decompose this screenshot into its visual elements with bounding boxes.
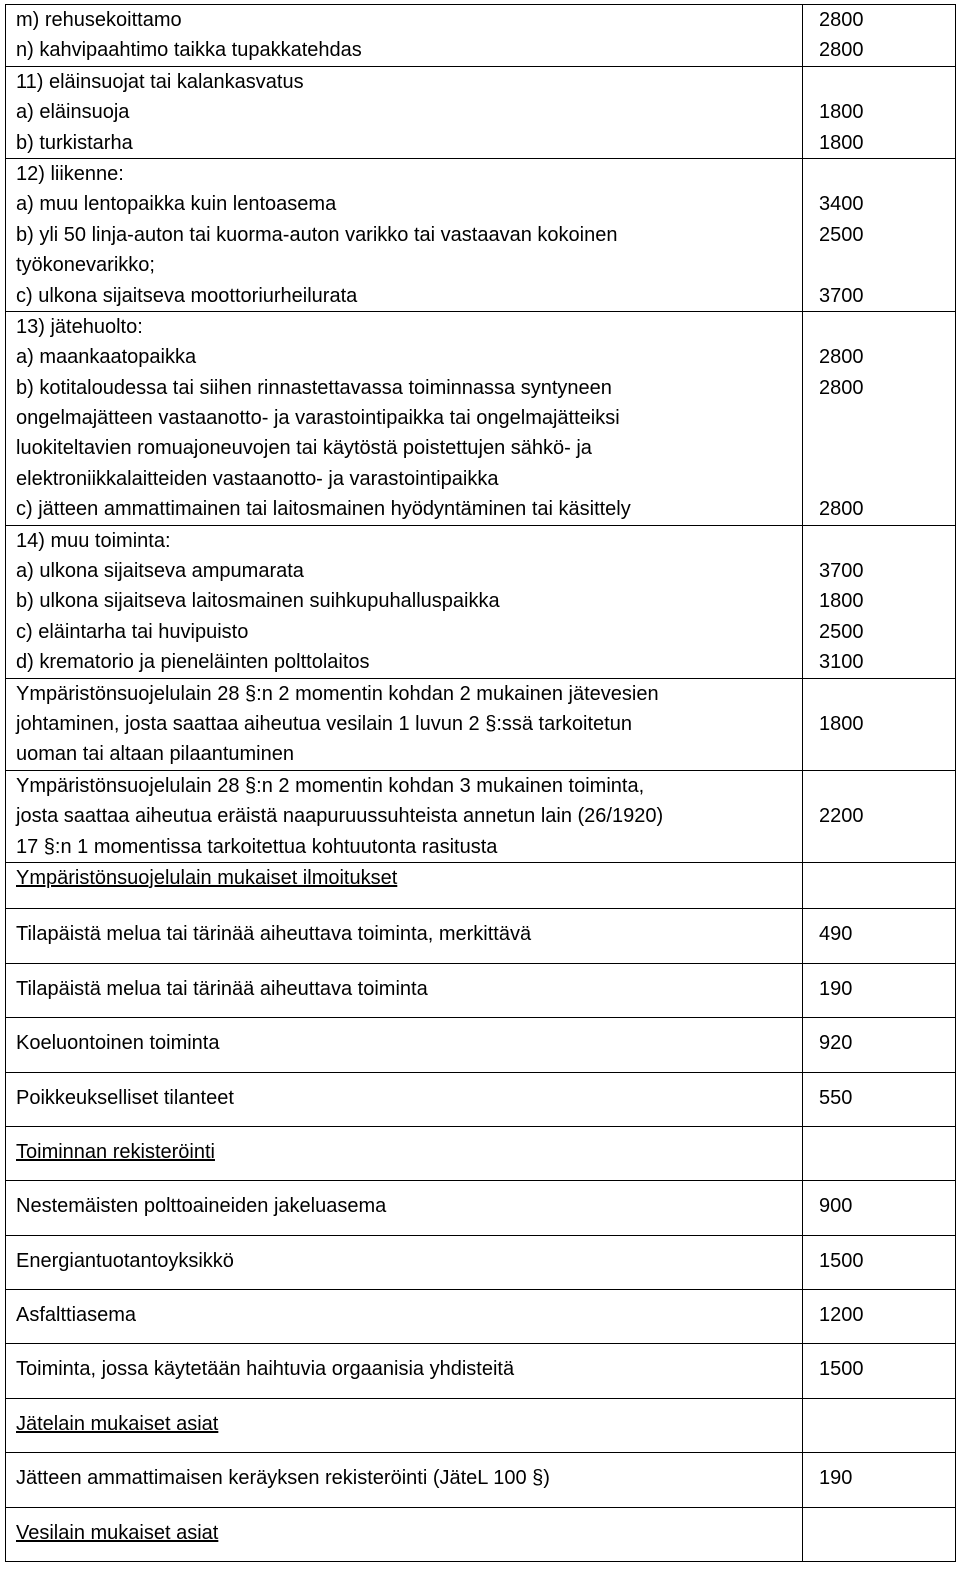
fee-value: 2500 [819, 620, 864, 643]
description-line: ongelmajätteen vastaanotto- ja varastointipaikka tai ongelmajätteiksi [16, 407, 620, 430]
section-header-row [6, 862, 956, 908]
description-line: 11) eläinsuojat tai kalankasvatus [16, 70, 304, 93]
fee-cell [803, 862, 956, 908]
section-heading: Toiminnan rekisteröinti [16, 1140, 215, 1163]
description-line: Ympäristönsuojelulain 28 §:n 2 momentin kohdan 3 mukainen toiminta, [16, 774, 645, 797]
fee-cell [803, 1290, 956, 1344]
item-label: Tilapäistä melua tai tärinää aiheuttava toiminta, merkittävä [16, 923, 532, 946]
description-cell [6, 1290, 803, 1344]
fee-value: 3700 [819, 284, 864, 307]
description-cell [6, 525, 803, 678]
description-line: b) turkistarha [16, 131, 133, 154]
fee-value: 2800 [819, 39, 864, 62]
fee-cell [803, 770, 956, 862]
fee-value [819, 739, 955, 769]
description-line: josta saattaa aiheutua eräistä naapuruussuhteista annetun lain (26/1920) [16, 805, 664, 828]
section-heading: Vesilain mukaiset asiat [16, 1521, 219, 1544]
fee-cell [803, 311, 956, 525]
item-label: Nestemäisten polttoaineiden jakeluasema [16, 1195, 387, 1218]
fee-value [819, 250, 955, 280]
description-line: c) ulkona sijaitseva moottoriurheilurata [16, 284, 358, 307]
description-line: luokiteltavien romuajoneuvojen tai käytöstä poistettujen sähkö- ja [16, 437, 592, 460]
fee-table [5, 4, 956, 1562]
fee-value: 1500 [819, 1358, 864, 1381]
description-line: 12) liikenne: [16, 162, 124, 185]
description-cell [6, 1235, 803, 1289]
table-row [6, 1235, 956, 1289]
description-line: 17 §:n 1 momentissa tarkoitettua kohtuutonta rasitusta [16, 835, 498, 858]
description-cell [6, 963, 803, 1017]
fee-cell [803, 66, 956, 158]
description-line: johtaminen, josta saattaa aiheutua vesilain 1 luvun 2 §:ssä tarkoitetun [16, 712, 632, 735]
fee-value [819, 526, 955, 556]
fee-value: 490 [819, 923, 853, 946]
fee-value: 1800 [819, 101, 864, 124]
table-row [6, 1018, 956, 1072]
table-row [6, 311, 956, 525]
description-line: a) muu lentopaikka kuin lentoasema [16, 193, 337, 216]
description-line: b) kotitaloudessa tai siihen rinnastettavassa toiminnassa syntyneen [16, 376, 612, 399]
description-cell [6, 1344, 803, 1398]
fee-cell [803, 1507, 956, 1561]
description-cell [6, 5, 803, 67]
table-row [6, 770, 956, 862]
fee-cell [803, 1344, 956, 1398]
fee-cell [803, 525, 956, 678]
table-row [6, 963, 956, 1017]
fee-value: 3100 [819, 651, 864, 674]
item-label: Energiantuotantoyksikkö [16, 1249, 234, 1272]
description-line: 14) muu toiminta: [16, 529, 171, 552]
description-line: Ympäristönsuojelulain 28 §:n 2 momentin kohdan 2 mukainen jätevesien [16, 682, 659, 705]
fee-value: 2800 [819, 9, 864, 31]
fee-value [819, 464, 955, 494]
fee-value: 2500 [819, 223, 864, 246]
fee-cell [803, 678, 956, 770]
fee-value: 1800 [819, 131, 864, 154]
description-cell [6, 678, 803, 770]
fee-cell [803, 1181, 956, 1235]
fee-value: 190 [819, 1467, 853, 1490]
table-row [6, 5, 956, 67]
fee-cell [803, 909, 956, 963]
item-label: Poikkeukselliset tilanteet [16, 1086, 234, 1109]
description-line: elektroniikkalaitteiden vastaanotto- ja varastointipaikka [16, 467, 499, 490]
description-line: c) jätteen ammattimainen tai laitosmainen hyödyntäminen tai käsittely [16, 498, 631, 521]
table-row [6, 1453, 956, 1507]
fee-value: 900 [819, 1195, 853, 1218]
section-header-cell [6, 1398, 803, 1452]
description-line: c) eläintarha tai huvipuisto [16, 620, 249, 643]
item-label: Jätteen ammattimaisen keräyksen rekisteröinti (JäteL 100 §) [16, 1467, 550, 1490]
description-line: a) eläinsuoja [16, 101, 130, 124]
section-header-row [6, 1126, 956, 1180]
fee-cell [803, 5, 956, 67]
description-line: uoman tai altaan pilaantuminen [16, 743, 294, 766]
table-row [6, 909, 956, 963]
table-row [6, 66, 956, 158]
fee-value: 190 [819, 977, 853, 1000]
description-line: d) krematorio ja pieneläinten polttolaitos [16, 651, 370, 674]
fee-value: 3400 [819, 193, 864, 216]
description-cell [6, 909, 803, 963]
description-cell [6, 158, 803, 311]
fee-value: 1500 [819, 1249, 864, 1272]
section-header-cell [6, 862, 803, 908]
fee-value: 920 [819, 1032, 853, 1055]
fee-cell [803, 158, 956, 311]
description-cell [6, 1018, 803, 1072]
fee-value [819, 67, 955, 97]
section-header-row [6, 1398, 956, 1452]
fee-cell [803, 1126, 956, 1180]
description-cell [6, 66, 803, 158]
fee-value [819, 159, 955, 189]
fee-value: 1200 [819, 1304, 864, 1327]
item-label: Toiminta, jossa käytetään haihtuvia orgaanisia yhdisteitä [16, 1358, 515, 1381]
fee-table-body [6, 5, 956, 1562]
item-label: Koeluontoinen toiminta [16, 1032, 220, 1055]
item-label: Asfalttiasema [16, 1304, 137, 1327]
description-line: 13) jätehuolto: [16, 315, 143, 338]
table-row [6, 1344, 956, 1398]
fee-value: 2200 [819, 805, 864, 828]
description-line: n) kahvipaahtimo taikka tupakkatehdas [16, 39, 362, 62]
fee-cell [803, 1072, 956, 1126]
fee-value: 2800 [819, 346, 864, 369]
section-header-cell [6, 1126, 803, 1180]
description-line: m) rehusekoittamo [16, 9, 182, 31]
table-row [6, 525, 956, 678]
section-header-cell [6, 1507, 803, 1561]
description-cell [6, 1181, 803, 1235]
fee-value [819, 312, 955, 342]
fee-value [819, 403, 955, 433]
description-line: a) ulkona sijaitseva ampumarata [16, 560, 304, 583]
fee-cell [803, 963, 956, 1017]
description-cell [6, 770, 803, 862]
description-cell [6, 311, 803, 525]
description-cell [6, 1453, 803, 1507]
description-line: b) ulkona sijaitseva laitosmainen suihkupuhalluspaikka [16, 590, 500, 613]
table-row [6, 1290, 956, 1344]
fee-cell [803, 1453, 956, 1507]
description-line: b) yli 50 linja-auton tai kuorma-auton varikko tai vastaavan kokoinen [16, 223, 618, 246]
fee-value: 550 [819, 1086, 853, 1109]
fee-value [819, 433, 955, 463]
table-row [6, 158, 956, 311]
fee-value: 1800 [819, 712, 864, 735]
description-line: a) maankaatopaikka [16, 346, 197, 369]
description-line: työkonevarikko; [16, 254, 155, 277]
fee-value [819, 771, 955, 801]
table-row [6, 1181, 956, 1235]
table-row [6, 678, 956, 770]
item-label: Tilapäistä melua tai tärinää aiheuttava toiminta [16, 977, 428, 1000]
fee-value: 3700 [819, 560, 864, 583]
fee-value: 2800 [819, 498, 864, 521]
section-header-row [6, 1507, 956, 1561]
fee-value [819, 679, 955, 709]
fee-value: 2800 [819, 376, 864, 399]
table-row [6, 1072, 956, 1126]
fee-value: 1800 [819, 590, 864, 613]
description-cell [6, 1072, 803, 1126]
section-heading: Ympäristönsuojelulain mukaiset ilmoitukset [16, 866, 398, 889]
fee-cell [803, 1235, 956, 1289]
fee-value [819, 832, 955, 862]
fee-cell [803, 1398, 956, 1452]
fee-cell [803, 1018, 956, 1072]
section-heading: Jätelain mukaiset asiat [16, 1412, 219, 1435]
